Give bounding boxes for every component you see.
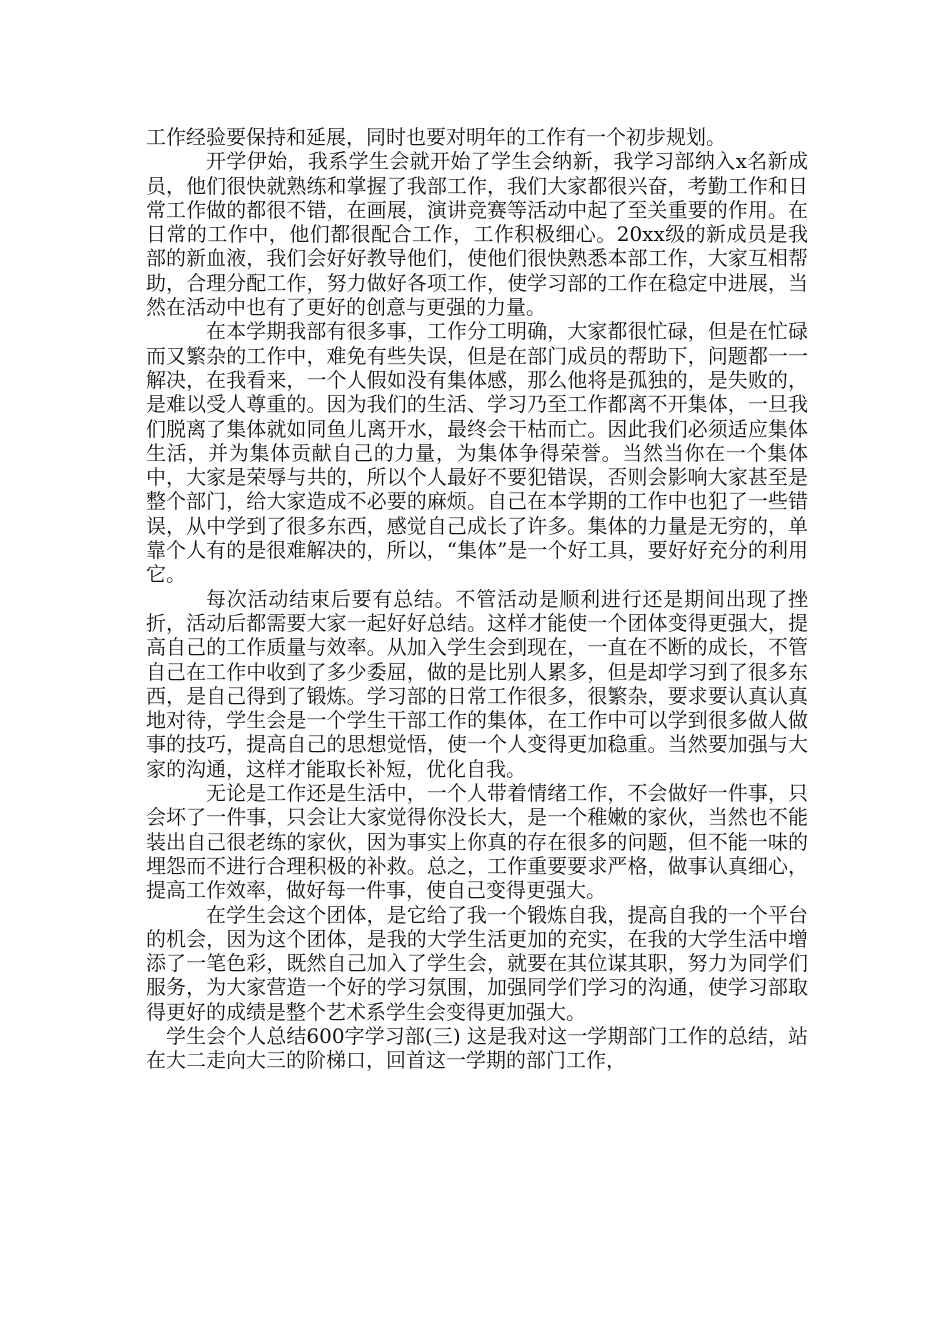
paragraph: 工作经验要保持和延展，同时也要对明年的工作有一个初步规划。	[146, 125, 726, 149]
paragraph: 在本学期我部有很多事，工作分工明确，大家都很忙碌，但是在忙碌而又繁杂的工作中，难免有些失误，但是在部门成员的帮助下，问题都一一解决，在我看来，一个人假如没有集体感，那么他将是孤独的，是失败的，是难以受人尊重的。因为我们的生活、学习乃至工作都离不开集体，一旦我们脱离了集体就如同鱼儿离开水，最终会干枯而亡。因此我们必须适应集体生活，并为集体贡献自己的力量，为集体争得荣誉。当然当你在一个集体中，大家是荣辱与共的，所以个人最好不要犯错误，否则会影响大家甚至是整个部门，给大家造成不必要的麻烦。自己在本学期的工作中也犯了一些错误，从中学到了很多东西，感觉自己成长了许多。集体的力量是无穷的，单靠个人有的是很难解决的，所以，“集体”是一个好工具，要好好充分的利用它。	[146, 319, 808, 587]
paragraph: 无论是工作还是生活中，一个人带着情绪工作，不会做好一件事，只会坏了一件事，只会让大家觉得你没长大，是一个稚嫩的家伙，当然也不能装出自己很老练的家伙，因为事实上你真的存在很多的问题，但不能一味的埋怨而不进行合理积极的补救。总之，工作重要要求严格，做事认真细心，提高工作效率，做好每一件事，使自己变得更强大。	[146, 781, 808, 903]
document-body	[146, 125, 808, 1073]
paragraph: 每次活动结束后要有总结。不管活动是顺利进行还是期间出现了挫折，活动后都需要大家一起好好总结。这样才能使一个团体变得更强大，提高自己的工作质量与效率。从加入学生会到现在，一直在不断的成长，不管自己在工作中收到了多少委屈，做的是比别人累多，但是却学习到了很多东西，是自己得到了锻炼。学习部的日常工作很多，很繁杂，要求要认真认真地对待，学生会是一个学生干部工作的集体，在工作中可以学到很多做人做事的技巧，提高自己的思想觉悟，使一个人变得更加稳重。当然要加强与大家的沟通，这样才能取长补短，优化自我。	[146, 586, 808, 781]
paragraph: 学生会个人总结600字学习部(三) 这是我对这一学期部门工作的总结，站在大二走向大三的阶梯口，回首这一学期的部门工作，	[146, 1023, 808, 1073]
paragraph: 在学生会这个团体，是它给了我一个锻炼自我，提高自我的一个平台的机会，因为这个团体，是我的大学生活更加的充实，在我的大学生活中增添了一笔色彩，既然自己加入了学生会，就要在其位谋其职，努力为同学们服务，为大家营造一个好的学习氛围，加强同学们学习的沟通，使学习部取得更好的成绩是整个艺术系学生会变得更加强大。	[146, 902, 808, 1024]
paragraph: 开学伊始，我系学生会就开始了学生会纳新，我学习部纳入x名新成员，他们很快就熟练和掌握了我部工作，我们大家都很兴奋，考勤工作和日常工作做的都很不错，在画展，演讲竞赛等活动中起了至关重要的作用。在日常的工作中，他们都很配合工作，工作积极细心。20xx级的新成员是我部的新血液，我们会好好教导他们，使他们很快熟悉本部工作，大家互相帮助，合理分配工作，努力做好各项工作，使学习部的工作在稳定中进展，当然在活动中也有了更好的创意与更强的力量。	[146, 149, 808, 320]
